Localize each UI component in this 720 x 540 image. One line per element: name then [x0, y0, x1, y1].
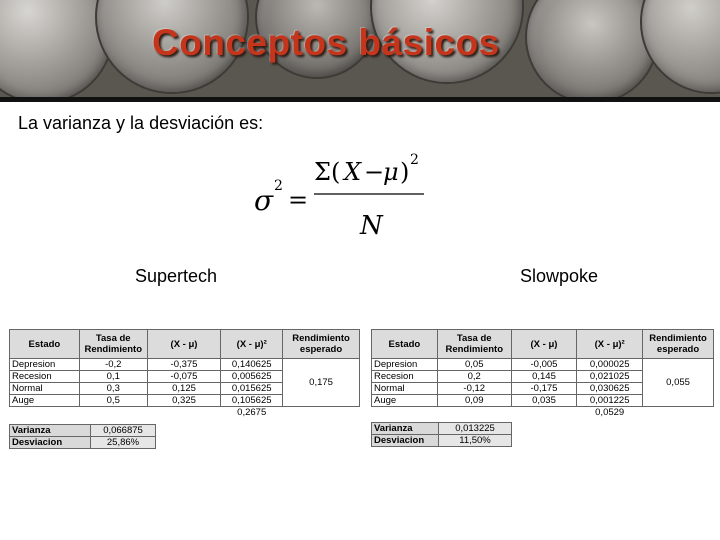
sum-row	[10, 407, 360, 419]
cell-estado: Recesion	[372, 371, 438, 383]
formula-numerator-mu: μ	[383, 158, 399, 186]
formula-numerator-minus: −	[364, 158, 385, 186]
cell-estado: Normal	[372, 383, 438, 395]
cell-estado: Depresion	[10, 359, 80, 371]
cell-tasa: 0,2	[437, 371, 511, 383]
coin-image	[640, 0, 720, 94]
cell-x-mu: 0,125	[147, 383, 221, 395]
desviacion-label: Desviacion	[10, 437, 91, 449]
cell-tasa: 0,5	[79, 395, 147, 407]
cell-tasa: 0,05	[437, 359, 511, 371]
table-row	[10, 359, 360, 371]
cell-tasa: 0,1	[79, 371, 147, 383]
coin-image	[525, 0, 659, 97]
header-rendimiento-esperado: Rendimiento esperado	[283, 330, 360, 359]
header-rendimiento-esperado: Rendimiento esperado	[643, 330, 714, 359]
formula-numerator-exp: 2	[410, 152, 419, 168]
header-x-mu: (X - μ)	[147, 330, 221, 359]
cell-x-mu-squared: 0,001225	[577, 395, 643, 407]
cell-estado: Auge	[10, 395, 80, 407]
formula-numerator-close: )	[400, 158, 410, 186]
title-banner	[0, 0, 720, 97]
varianza-label: Varianza	[10, 425, 91, 437]
cell-x-mu: -0,075	[147, 371, 221, 383]
formula-sigma: σ	[254, 184, 274, 217]
cell-tasa: 0,09	[437, 395, 511, 407]
cell-rendimiento-esperado: 0,175	[283, 359, 360, 407]
page-title: Conceptos básicos	[152, 22, 500, 63]
cell-x-mu: 0,035	[511, 395, 577, 407]
formula-numerator-x: X	[344, 158, 362, 186]
slowpoke-table	[371, 329, 714, 418]
supertech-table	[9, 329, 360, 418]
cell-estado: Depresion	[372, 359, 438, 371]
formula-equals: =	[288, 186, 309, 214]
cell-x-mu-squared: 0,105625	[221, 395, 283, 407]
table-row	[372, 359, 714, 371]
header-tasa: Tasa de Rendimiento	[79, 330, 147, 359]
slowpoke-title: Slowpoke	[520, 266, 599, 286]
supertech-summary	[9, 424, 156, 449]
desviacion-value: 11,50%	[439, 435, 512, 447]
cell-tasa: 0,3	[79, 383, 147, 395]
slowpoke-summary	[371, 422, 512, 447]
cell-x-mu: -0,005	[511, 359, 577, 371]
title-divider	[0, 97, 720, 102]
desviacion-value: 25,86%	[91, 437, 156, 449]
cell-x-mu-squared: 0,005625	[221, 371, 283, 383]
cell-x-mu-squared: 0,140625	[221, 359, 283, 371]
header-x-mu-squared: (X - μ)²	[577, 330, 643, 359]
cell-x-mu-squared: 0,021025	[577, 371, 643, 383]
formula-sigma-exp: 2	[274, 178, 283, 194]
cell-estado: Recesion	[10, 371, 80, 383]
cell-estado: Normal	[10, 383, 80, 395]
supertech-title: Supertech	[135, 266, 218, 286]
cell-tasa: -0,12	[437, 383, 511, 395]
cell-x-mu-squared: 0,000025	[577, 359, 643, 371]
header-x-mu: (X - μ)	[511, 330, 577, 359]
formula-numerator-sigma: Σ(	[314, 158, 341, 186]
cell-x-mu-squared: 0,030625	[577, 383, 643, 395]
header-x-mu-squared: (X - μ)²	[221, 330, 283, 359]
cell-x-mu: -0,175	[511, 383, 577, 395]
intro-text: La varianza y la desviación es:	[18, 113, 264, 133]
cell-rendimiento-esperado: 0,055	[643, 359, 714, 407]
varianza-value: 0,066875	[91, 425, 156, 437]
table-header-row	[10, 330, 360, 359]
varianza-value: 0,013225	[439, 423, 512, 435]
cell-tasa: -0,2	[79, 359, 147, 371]
table-header-row	[372, 330, 714, 359]
sum-value: 0,2675	[237, 407, 267, 418]
cell-x-mu: 0,145	[511, 371, 577, 383]
sum-value: 0,0529	[595, 407, 625, 418]
header-tasa: Tasa de Rendimiento	[437, 330, 511, 359]
cell-x-mu: -0,375	[147, 359, 221, 371]
varianza-label: Varianza	[372, 423, 439, 435]
variance-formula	[252, 150, 432, 242]
header-estado: Estado	[10, 330, 80, 359]
formula-denominator: N	[360, 211, 383, 241]
header-estado: Estado	[372, 330, 438, 359]
cell-x-mu-squared: 0,015625	[221, 383, 283, 395]
cell-x-mu: 0,325	[147, 395, 221, 407]
cell-estado: Auge	[372, 395, 438, 407]
desviacion-label: Desviacion	[372, 435, 439, 447]
sum-row	[372, 407, 714, 419]
